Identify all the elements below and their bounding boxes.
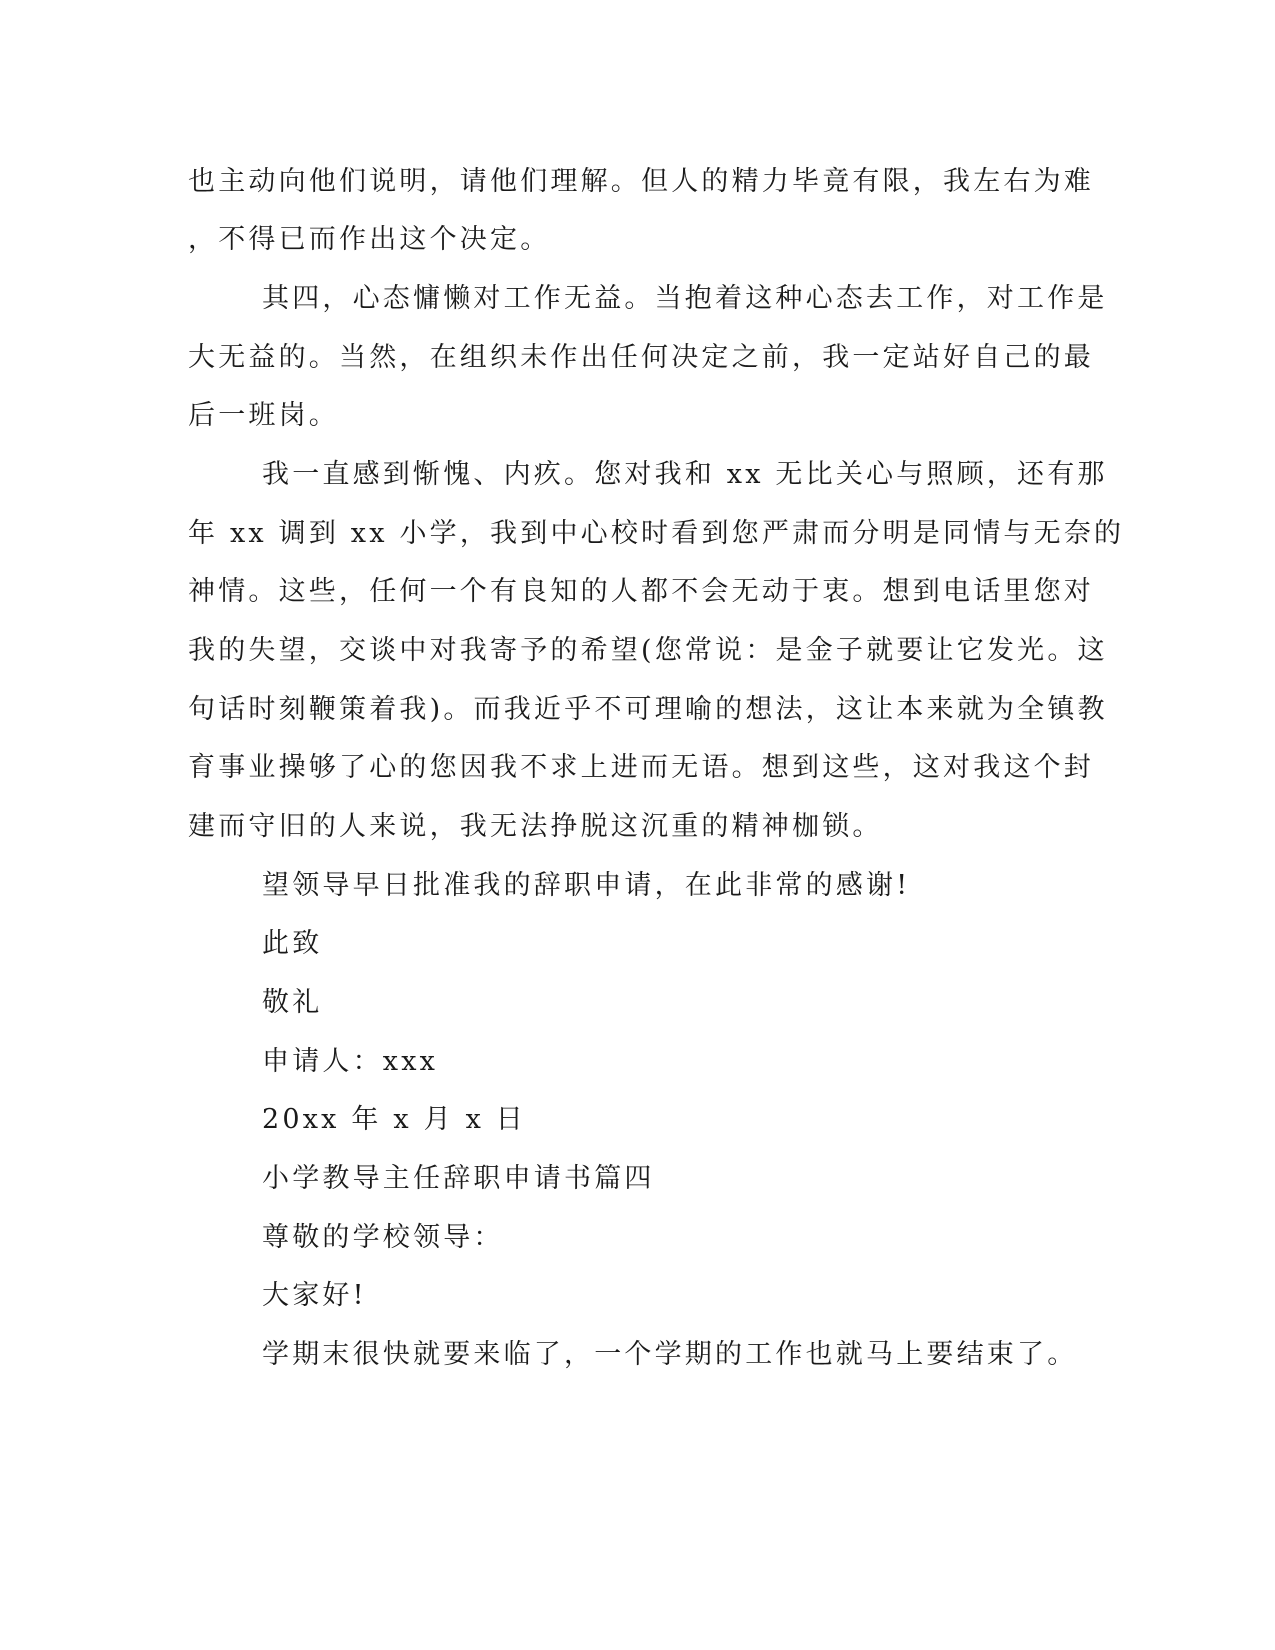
- paragraph-line: 句话时刻鞭策着我)。而我近乎不可理喻的想法，这让本来就为全镇教: [188, 694, 1108, 725]
- paragraph-line: 我一直感到惭愧、内疚。您对我和 xx 无比关心与照顾，还有那: [262, 459, 1108, 490]
- paragraph-line: 建而守旧的人来说，我无法挣脱这沉重的精神枷锁。: [188, 811, 883, 842]
- closing-request: 望领导早日批准我的辞职申请，在此非常的感谢!: [262, 870, 911, 901]
- paragraph-line: 学期末很快就要来临了，一个学期的工作也就马上要结束了。: [262, 1339, 1078, 1370]
- paragraph-line: 后一班岗。: [188, 400, 339, 431]
- paragraph-line: 育事业操够了心的您因我不求上进而无语。想到这些，这对我这个封: [188, 752, 1094, 783]
- paragraph-line: 大无益的。当然，在组织未作出任何决定之前，我一定站好自己的最: [188, 342, 1094, 373]
- applicant-signature: 申请人：xxx: [262, 1046, 439, 1077]
- paragraph-line: 其四，心态慵懒对工作无益。当抱着这种心态去工作，对工作是: [262, 283, 1108, 314]
- paragraph-line: 年 xx 调到 xx 小学，我到中心校时看到您严肃而分明是同情与无奈的: [188, 518, 1125, 549]
- salutation-jingli: 敬礼: [262, 987, 323, 1018]
- letter-addressee: 尊敬的学校领导：: [262, 1222, 504, 1253]
- paragraph-line: ，不得已而作出这个决定。: [188, 224, 551, 255]
- paragraph-line: 我的失望，交谈中对我寄予的希望(您常说：是金子就要让它发光。这: [188, 635, 1108, 666]
- paragraph-line: 也主动向他们说明，请他们理解。但人的精力毕竟有限，我左右为难: [188, 166, 1094, 197]
- paragraph-line: 神情。这些，任何一个有良知的人都不会无动于衷。想到电话里您对: [188, 576, 1094, 607]
- letter-date: 20xx 年 x 月 x 日: [262, 1104, 526, 1135]
- greeting: 大家好!: [262, 1280, 367, 1311]
- section-title: 小学教导主任辞职申请书篇四: [262, 1163, 655, 1194]
- salutation-cizhi: 此致: [262, 928, 323, 959]
